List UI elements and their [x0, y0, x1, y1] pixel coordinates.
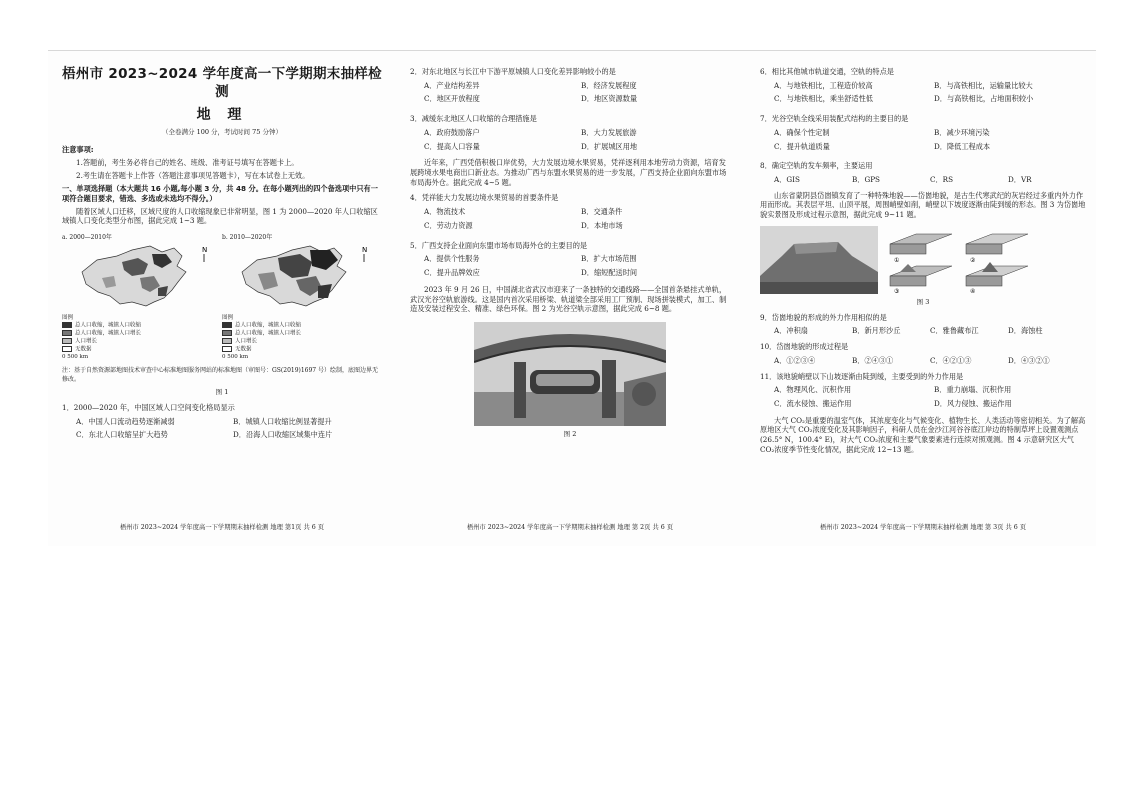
question-8-options [760, 175, 1086, 185]
formation-process-diagram [886, 226, 1036, 294]
legend-swatch [62, 322, 72, 328]
svg-text:N: N [362, 246, 368, 255]
question-4: 4．凭祥能大力发展边境水果贸易的首要条件是 [410, 193, 559, 203]
option-c: C．提升轨道质量 [774, 141, 830, 151]
china-map-a-graphic [62, 242, 212, 312]
landform-photo [760, 226, 878, 294]
stage-label: ③ [894, 287, 900, 294]
question-3: 3．减缓东北地区人口收缩的合理措施是 [410, 114, 537, 124]
figure-3-caption: 图 3 [916, 297, 930, 306]
option-a: A．提供个性服务 [424, 254, 480, 264]
option-c: C．提高人口容量 [424, 141, 480, 151]
map-b-label: b. 2010—2020年 [222, 234, 273, 242]
question-5-options [410, 254, 730, 281]
option-a: A．①②③④ [774, 355, 816, 365]
legend-item: 无数据 [222, 346, 372, 354]
option-c: C．RS [930, 175, 954, 185]
legend-item: 人口增长 [222, 338, 372, 346]
question-7: 7．光谷空轨全线采用装配式结构的主要目的是 [760, 114, 909, 124]
option-a: A．物流技术 [424, 207, 466, 217]
legend-swatch [62, 330, 72, 336]
option-a: A．与地铁相比，工程造价较高 [774, 80, 873, 90]
legend-swatch [222, 330, 232, 336]
legend-title: 图例 [62, 314, 74, 321]
question-6: 6．相比其他城市轨道交通，空轨的特点是 [760, 67, 894, 76]
legend-swatch [62, 338, 72, 344]
option-b: B．交通条件 [581, 207, 623, 217]
option-c: C．流水侵蚀、搬运作用 [774, 398, 852, 408]
option-a: A．冲积扇 [774, 326, 808, 336]
option-b: B．减少环境污染 [934, 127, 990, 137]
question-1-options [62, 417, 382, 444]
legend-item: 总人口收缩，城镇人口收缩 [222, 322, 372, 330]
option-d: D．本地市场 [581, 220, 623, 230]
map-note: 注：基于自然资源部地图技术审查中心标准地图服务网站的标准地图（审图号：GS(2019)1697 号）绘制，底图边界无修改。 [62, 367, 379, 383]
notice-heading: 注意事项: [62, 145, 94, 155]
option-a: A．产业结构差异 [424, 80, 480, 90]
section-heading: 一、单项选择题（本大题共 16 小题,每小题 3 分，共 48 分。在每小题列出的四个备选项中只有一项符合题目要求，错选、多选或未选均不得分。） [62, 184, 378, 203]
question-10-options [760, 356, 1086, 366]
question-11-options [760, 385, 1086, 412]
option-c: C．劳动力资源 [424, 220, 473, 230]
map-a-legend [62, 315, 212, 362]
notice-2: 2.考生请在答题卡上作答（答题注意事项见答题卡），写在本试卷上无效。 [76, 170, 310, 180]
option-d: D．地区资源数量 [581, 94, 638, 104]
option-b: B．大力发展旅游 [581, 127, 637, 137]
legend-item: 无数据 [62, 346, 212, 354]
option-c: C．地区开放程度 [424, 94, 480, 104]
stage-label: ① [894, 256, 900, 264]
option-b: B．扩大市场范围 [581, 254, 637, 264]
option-b: B．GPS [852, 175, 880, 185]
figure-2-photo [474, 322, 666, 426]
map-a-label: a. 2000—2010年 [62, 234, 112, 242]
question-4-options [410, 207, 730, 234]
question-7-options [760, 128, 1086, 155]
legend-swatch [62, 346, 72, 352]
option-a: A．确保个性定制 [774, 127, 830, 137]
figure-3 [760, 226, 1086, 294]
question-8: 8．确定空轨的发车频率，主要运用 [760, 161, 873, 171]
stage-label: ④ [970, 287, 976, 294]
question-10: 10．岱崮地貌的形成过程是 [760, 342, 849, 352]
option-c: C．与地铁相比，乘坐舒适性低 [774, 94, 873, 104]
map-scale: 0 500 km [62, 354, 89, 361]
intro-12-13: 大气 CO₂是重要的温室气体，其浓度变化与气候变化、植物生长、人类活动等密切相关。为了解高原地区大气 CO₂浓度变化及其影响因子，科研人员在金沙江河谷谷底江岸边的特制草坪上设置观测点(26.5° N，100.4° E)，对大气 CO₂浓度和主要气象要素进行连续对照观测。图 4 示意研究区大气 CO₂浓度季节性变化情况，据此完成 12~13 题。 [760, 415, 1086, 454]
page-1 [62, 51, 382, 546]
question-9-options [760, 326, 1086, 336]
option-c: C．雅鲁藏布江 [930, 326, 979, 336]
figure-2-caption: 图 2 [563, 429, 577, 438]
option-d: D．海蚀柱 [1008, 326, 1043, 336]
question-9: 9．岱崮地貌的形成的外力作用相似的是 [760, 312, 887, 322]
china-map-b-graphic [222, 242, 372, 312]
option-b: B．重力崩塌、沉积作用 [934, 385, 1012, 395]
option-a: A．中国人口流动趋势逐渐减弱 [76, 416, 175, 426]
legend-title: 图例 [222, 314, 234, 321]
legend-item: 总人口收缩，城镇人口增长 [222, 330, 372, 338]
map-b [222, 234, 372, 361]
option-a: A．GIS [774, 175, 800, 185]
score-line: （全卷满分 100 分，考试时间 75 分钟） [162, 128, 282, 137]
option-a: A．政府鼓励落户 [424, 127, 480, 137]
option-b: B．城镇人口收缩比例显著提升 [233, 416, 332, 426]
legend-item: 人口增长 [62, 338, 212, 346]
option-b: B．经济发展程度 [581, 80, 637, 90]
map-b-legend [222, 315, 372, 362]
option-b: B．②④③① [852, 355, 894, 365]
option-d: D．缩短配送时间 [581, 268, 638, 278]
option-d: D．降低工程成本 [934, 141, 991, 151]
figure-1-maps [62, 234, 382, 361]
page-3 [760, 51, 1086, 546]
notice-1: 1.答题前，考生务必将自己的姓名、班级、准考证号填写在答题卡上。 [76, 157, 299, 167]
page-1-footer: 梧州市 2023~2024 学年度高一下学期期末抽样检测 地理 第1页 共 6 页 [119, 523, 325, 531]
map-a [62, 234, 212, 361]
question-2: 2．对东北地区与长江中下游平原城镇人口变化差异影响较小的是 [410, 67, 616, 76]
legend-swatch [222, 338, 232, 344]
legend-swatch [222, 322, 232, 328]
figure-1-caption: 图 1 [215, 388, 229, 397]
question-6-options [760, 81, 1086, 108]
page-2 [410, 51, 730, 546]
option-d: D．VR [1008, 175, 1032, 185]
intro-9-11: 山东省蒙阴县岱崮镇发育了一种特殊地貌——岱崮地貌，是古生代寒武纪的灰岩经过多重内外力作用而形成。其表层平坦、山顶平展，周围峭壁如削，峭壁以下坡度逐渐由陡到缓的形态。图 3 为岱崮地貌实景图及形成过程示意图，据此完成 9~11 题。 [760, 190, 1086, 220]
legend-swatch [222, 346, 232, 352]
exam-sheet [48, 50, 1096, 546]
stage-label: ② [970, 256, 976, 264]
page-2-footer: 梧州市 2023~2024 学年度高一下学期期末抽样检测 地理 第 2页 共 6 页 [466, 523, 674, 531]
page-3-footer: 梧州市 2023~2024 学年度高一下学期期末抽样检测 地理 第 3页 共 6 页 [819, 523, 1027, 531]
subject-title: 地 理 [196, 107, 248, 124]
intro-4-5: 近年来，广西凭借积极口岸优势，大力发展边境水果贸易，凭祥逐利用本地劳动力资源，培育发展跨境水果电商出口新业态。为推动广西与东盟水果贸易的进一步发展，广西支持企业面向东盟市场布局海外仓。据此完成 4~5 题。 [410, 158, 727, 187]
svg-text:N: N [202, 246, 208, 255]
option-d: D．④③②① [1008, 355, 1050, 365]
option-b: B．与高铁相比，运输量比较大 [934, 80, 1033, 90]
option-c: C．④②①③ [930, 355, 972, 365]
question-2-options [410, 81, 730, 108]
question-5: 5．广西支持企业面向东盟市场布局海外仓的主要目的是 [410, 240, 588, 250]
option-d: D．与高铁相比，占地面积较小 [934, 94, 1034, 104]
option-c: C．提升品牌效应 [424, 268, 480, 278]
option-b: B．新月形沙丘 [852, 326, 901, 336]
question-1: 1．2000—2020 年，中国区域人口空间变化格局显示 [62, 403, 235, 413]
legend-item: 总人口收缩，城镇人口增长 [62, 330, 212, 338]
map-scale: 0 500 km [222, 354, 249, 361]
option-d: D．扩展城区用地 [581, 141, 638, 151]
question-11: 11．该地貌峭壁以下山坡逐渐由陡到缓，主要受到的外力作用是 [760, 371, 964, 381]
intro-6-8: 2023 年 9 月 26 日，中国湖北省武汉市迎来了一条独特的交通线路——全国首条悬挂式单轨，武汉光谷空轨旅游线。这是国内首次采用桥梁、轨道梁全部采用工厂预制、现场拼装模式，加工、制造及安装过程安全、精准、绿色环保。图 2 为光谷空轨示意图，据此完成 6~8 题。 [410, 284, 727, 314]
option-d: D．风力侵蚀、搬运作用 [934, 398, 1012, 408]
question-3-options [410, 128, 730, 155]
option-d: D．沿海人口收缩区域集中连片 [233, 430, 333, 440]
option-c: C．东北人口收缩呈扩大趋势 [76, 430, 168, 440]
legend-item: 总人口收缩，城镇人口收缩 [62, 322, 212, 330]
exam-title: 梧州市 2023~2024 学年度高一下学期期末抽样检测 [62, 66, 382, 101]
intro-1-3: 随着区域人口迁移，区域尺度的人口收缩现象已非常明显，图 1 为 2000—2020 年人口收缩区域镇人口变化类型分布图，据此完成 1~3 题。 [62, 206, 378, 226]
option-a: A．物理风化、沉积作用 [774, 385, 852, 395]
